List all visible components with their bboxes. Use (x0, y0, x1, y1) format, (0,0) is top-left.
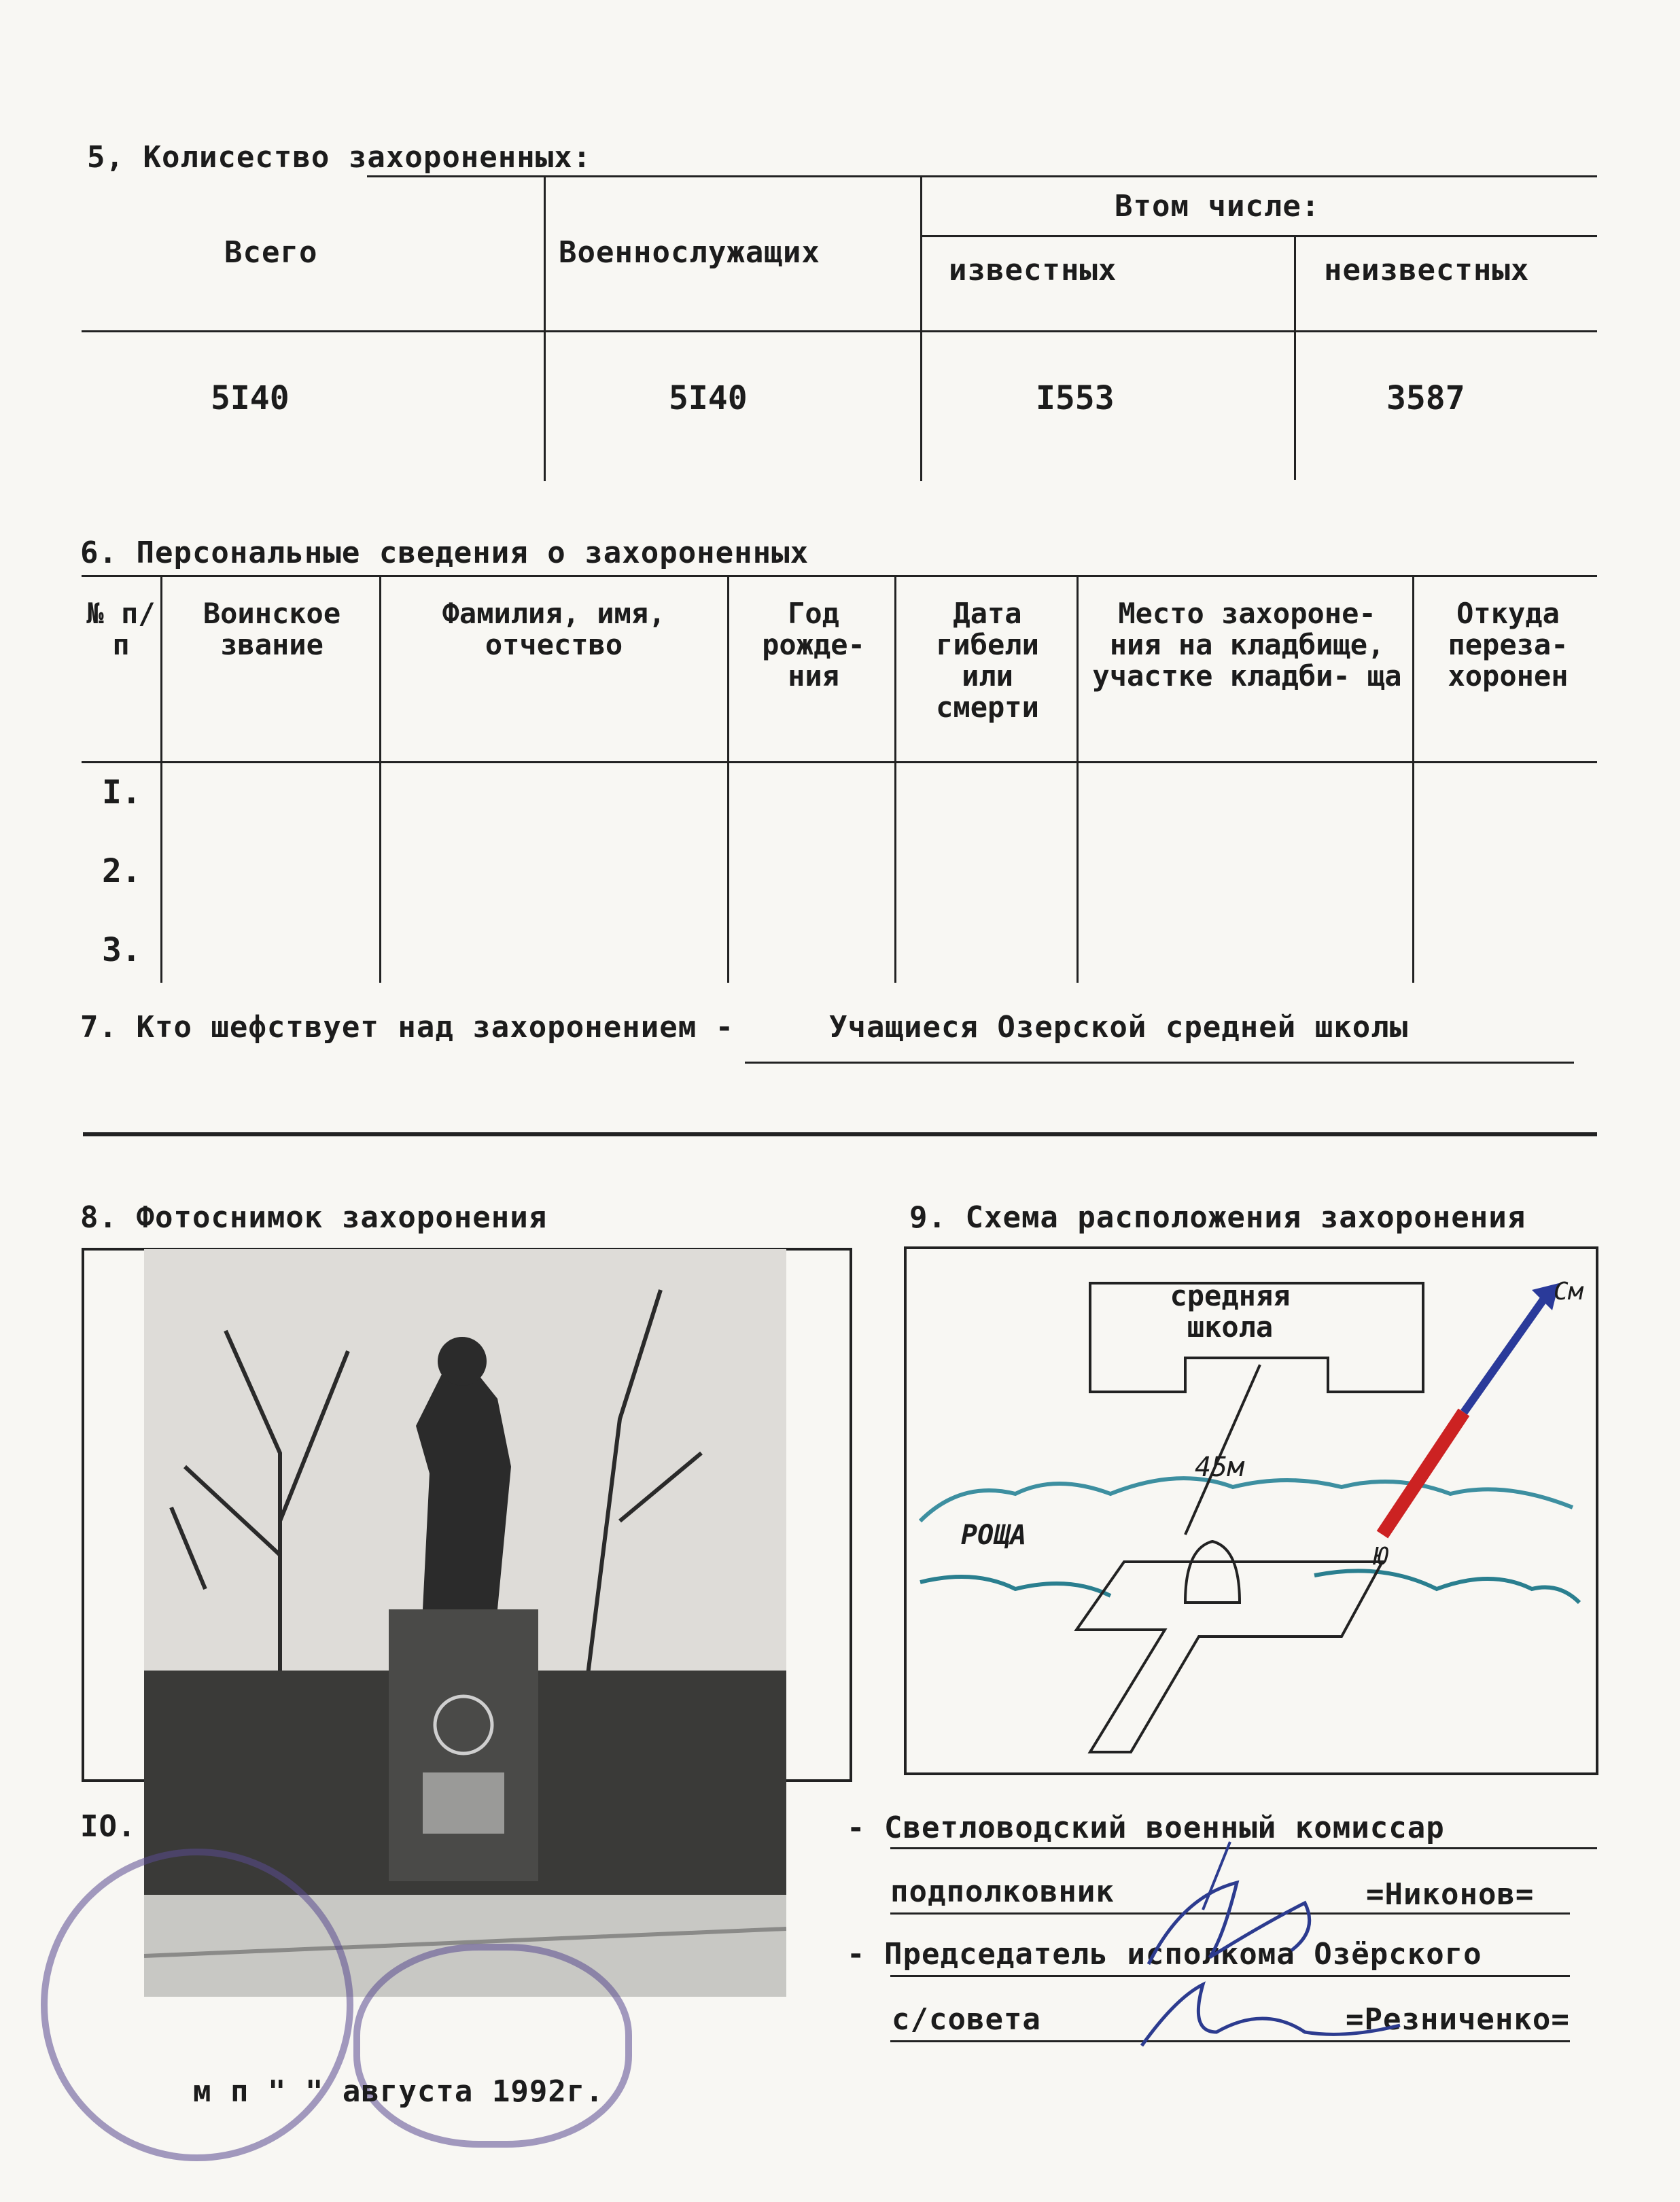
separator (83, 1132, 1597, 1136)
known-value: I553 (1036, 379, 1115, 417)
date-line: м п " " августа 1992г. (193, 2074, 604, 2109)
divider (82, 761, 1597, 763)
south-label: Ю (1373, 1543, 1388, 1571)
rank-label: подполковник (890, 1874, 1115, 1909)
official-stamp (353, 1944, 632, 2148)
col-origin: Откуда переза- хоронен (1448, 597, 1569, 693)
col-rank: Воинское звание (203, 597, 341, 661)
commissar-line: - Светловодский военный комиссар (847, 1811, 1445, 1845)
divider (1077, 575, 1079, 983)
total-value: 5I40 (211, 379, 290, 417)
divider (379, 575, 381, 983)
distance-label: 45м (1195, 1452, 1244, 1483)
commissar-name: =Никонов= (1366, 1877, 1535, 1912)
col-death-date: Дата гибели или смерти (936, 597, 1039, 724)
divider (920, 175, 922, 481)
chairman-line: - Председатель исполкома Озёрского (847, 1937, 1482, 1972)
header-known: известных (949, 253, 1117, 287)
divider (894, 575, 896, 983)
school-label: средняя школа (1170, 1279, 1291, 1344)
table-row: 3. (102, 931, 141, 969)
divider (1412, 575, 1414, 983)
patron-value: Учащиеся Озерской средней школы (829, 1010, 1409, 1045)
signatures (1128, 1828, 1414, 2073)
underline (745, 1062, 1574, 1064)
military-value: 5I40 (669, 379, 748, 417)
header-including: Втом числе: (1115, 189, 1320, 224)
divider (82, 575, 1597, 577)
section5-title: 5, Колисество захороненных: (87, 140, 592, 175)
col-birth-year: Год рожде- ния (762, 597, 865, 693)
header-total: Всего (224, 235, 318, 270)
header-military: Военнослужащих (559, 235, 820, 270)
col-name: Фамилия, имя, отчество (442, 597, 666, 661)
north-label: См (1554, 1278, 1583, 1306)
section9-title: 9. Схема расположения захоронения (909, 1200, 1526, 1235)
chairman-name: =Резниченко= (1346, 2002, 1570, 2037)
section6-title: 6. Персональные сведения о захороненных (80, 536, 809, 570)
col-number: № п/п (86, 597, 156, 661)
section10-number: IO. (80, 1809, 137, 1844)
divider (727, 575, 729, 983)
section7-label: 7. Кто шефствует над захоронением - (80, 1010, 735, 1045)
divider (82, 330, 1597, 332)
header-unknown: неизвестных (1324, 253, 1530, 287)
unknown-value: 3587 (1386, 379, 1465, 417)
divider (1294, 235, 1296, 480)
grove-label: РОЩА (961, 1520, 1027, 1551)
section8-title: 8. Фотоснимок захоронения (80, 1200, 548, 1235)
divider (544, 175, 546, 481)
divider (922, 235, 1597, 237)
col-burial-place: Место захороне- ния на кладбище, участке кладби- ща (1092, 597, 1402, 693)
divider (367, 175, 1597, 177)
table-row: 2. (102, 852, 141, 890)
divider (160, 575, 162, 983)
table-row: I. (102, 773, 141, 811)
council-label: с/совета (892, 2002, 1041, 2037)
official-stamp (41, 1849, 353, 2161)
